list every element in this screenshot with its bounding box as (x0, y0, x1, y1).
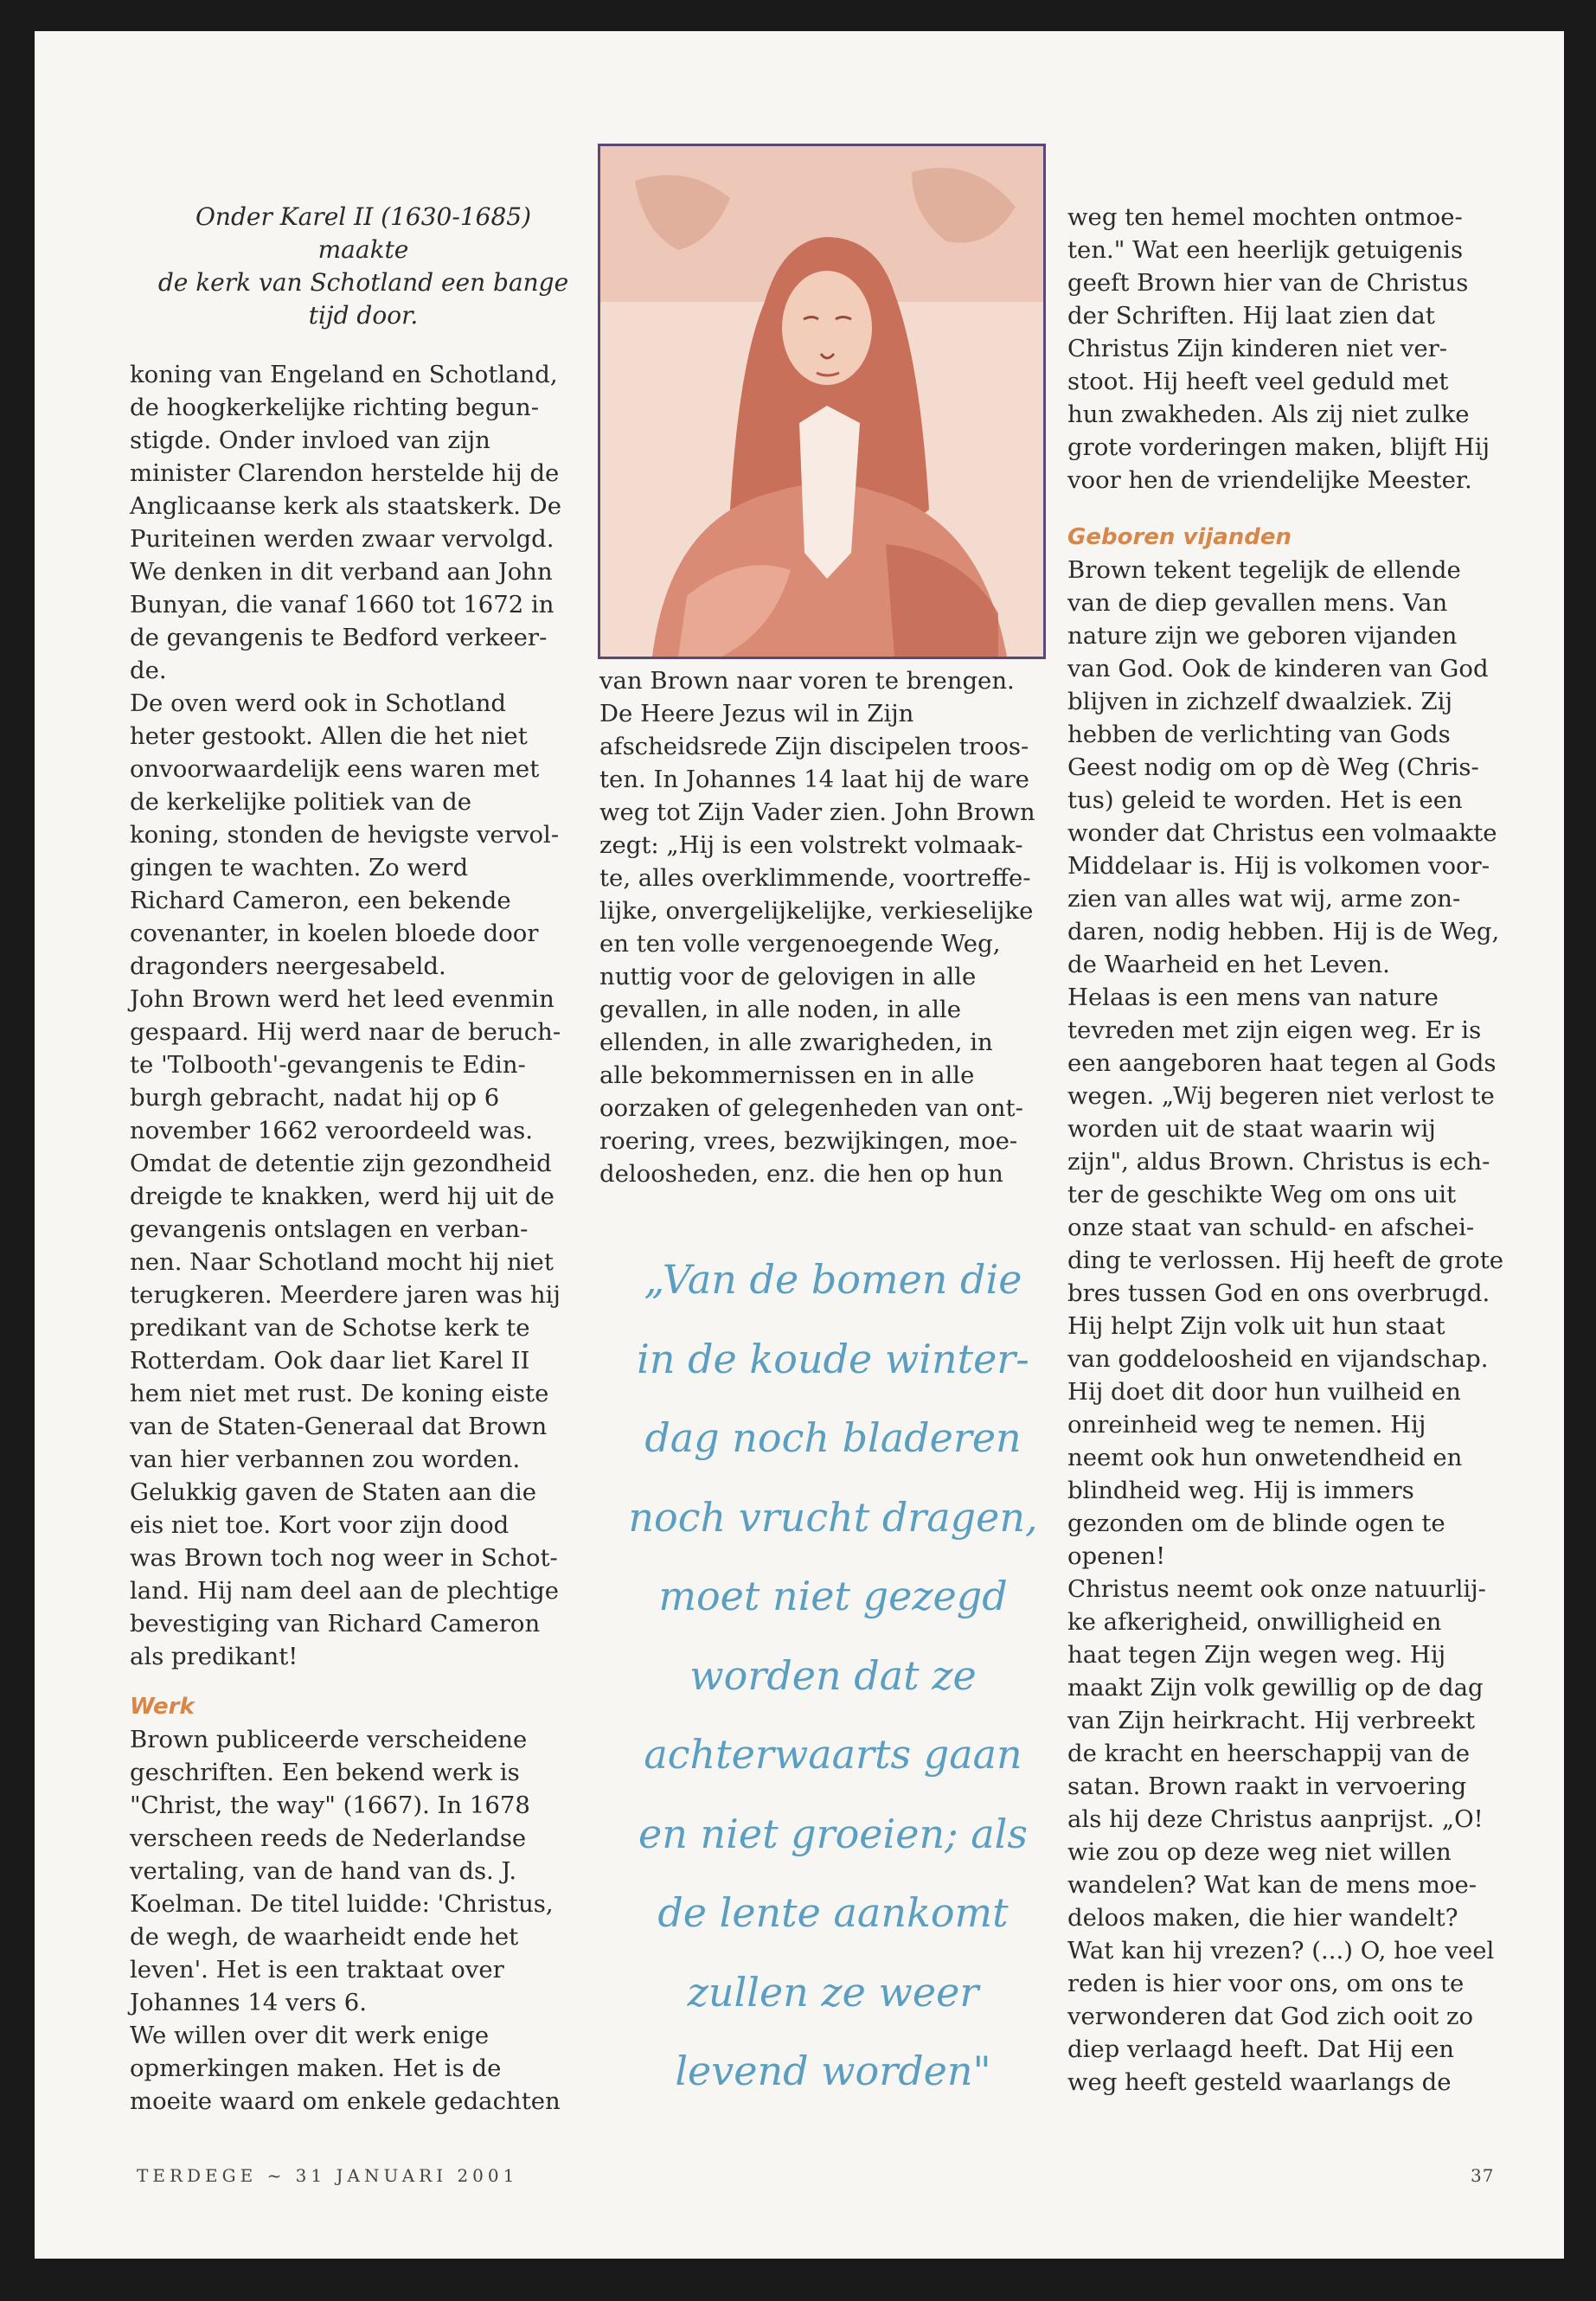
text-line: Christus neemt ook onze natuurlij- (1067, 1575, 1486, 1603)
text-line: ke afkerigheid, onwilligheid en (1067, 1608, 1442, 1636)
text-line: van goddeloosheid en vijandschap. (1067, 1345, 1489, 1373)
text-line: minister Clarendon herstelde hij de (130, 459, 560, 487)
portrait-image-karel-ii (598, 144, 1046, 659)
text-line: ten." Wat een heerlijk getuigenis (1067, 236, 1464, 264)
text-line: Richard Cameron, een bekende (130, 887, 511, 914)
text-line: de wegh, de waarheidt ende het (130, 1923, 519, 1951)
text-line: blijven in zichzelf dwaalziek. Zij (1067, 688, 1452, 715)
column-3 (1067, 201, 1517, 2099)
text-line: hem niet met rust. De koning eiste (130, 1380, 549, 1407)
text-line: verwonderen dat God zich ooit zo (1067, 2003, 1474, 2030)
body-text-2 (599, 664, 1049, 1190)
text-line: Wat kan hij vrezen? (...) O, hoe veel (1067, 1937, 1495, 1965)
text-line: De Heere Jezus wil in Zijn (599, 700, 914, 727)
text-line: een aangeboren haat tegen al Gods (1067, 1049, 1497, 1077)
text-line: weg ten hemel mochten ontmoe- (1067, 203, 1463, 231)
text-line: opmerkingen maken. Het is de (130, 2054, 502, 2082)
text-line: afscheidsrede Zijn discipelen troos- (599, 733, 1029, 760)
text-line: der Schriften. Hij laat zien dat (1067, 302, 1435, 330)
portrait-caption (151, 201, 576, 332)
text-line: bevestiging van Richard Cameron (130, 1610, 541, 1638)
text-line: dag noch bladeren (644, 1414, 1022, 1461)
text-line: Helaas is een mens van nature (1067, 984, 1439, 1011)
text-line: weg tot Zijn Vader zien. John Brown (599, 798, 1035, 826)
text-line: stoot. Hij heeft veel geduld met (1067, 368, 1449, 395)
text-line: haat tegen Zijn wegen weg. Hij (1067, 1641, 1446, 1669)
text-line: zijn", aldus Brown. Christus is ech- (1067, 1148, 1490, 1176)
column-1 (130, 201, 597, 2118)
text-line: blindheid weg. Hij is immers (1067, 1477, 1414, 1504)
section-heading-werk: Werk (130, 1694, 195, 1720)
text-line: voor hen de vriendelijke Meester. (1067, 466, 1472, 494)
body-text-3b (1067, 554, 1517, 2099)
text-line: openen! (1067, 1542, 1166, 1570)
text-line: "Christ, the way" (1667). In 1678 (130, 1791, 530, 1819)
text-line: Rotterdam. Ook daar liet Karel II (130, 1347, 530, 1375)
text-line: Koelman. De titel luidde: 'Christus, (130, 1890, 554, 1918)
text-line: Bunyan, die vanaf 1660 tot 1672 in (130, 591, 554, 619)
text-line: zegt: „Hij is een volstrekt volmaak- (599, 831, 1023, 859)
text-line: moeite waard om enkele gedachten (130, 2087, 561, 2115)
text-line: weg heeft gesteld waarlangs de (1067, 2068, 1452, 2096)
body-text-3a (1067, 201, 1517, 497)
text-line: gezonden om de blinde ogen te (1067, 1509, 1445, 1537)
text-line: koning, stonden de hevigste vervol- (130, 821, 560, 849)
text-line: gevangenis ontslagen en verban- (130, 1215, 529, 1243)
text-line: wonder dat Christus een volmaakte (1067, 819, 1497, 847)
text-line: Geest nodig om op dè Weg (Chris- (1067, 753, 1479, 781)
text-line: van de Staten-Generaal dat Brown (130, 1413, 548, 1440)
text-line: van Zijn heirkracht. Hij verbreekt (1067, 1707, 1476, 1734)
text-line: lijke, onvergelijkelijke, verkieselijke (599, 897, 1034, 925)
caption-line: de kerk van Schotland een bange (157, 268, 569, 297)
text-line: de kracht en heerschappij van de (1067, 1740, 1471, 1767)
text-line: terugkeren. Meerdere jaren was hij (130, 1281, 561, 1309)
text-line: Christus Zijn kinderen niet ver- (1067, 335, 1448, 362)
column-2 (599, 664, 1049, 1190)
text-line: maakt Zijn volk gewillig op de dag (1067, 1674, 1484, 1702)
text-line: Anglicaanse kerk als staatskerk. De (130, 492, 562, 520)
text-line: van God. Ook de kinderen van God (1067, 655, 1489, 683)
text-line: en niet groeien; als (638, 1810, 1028, 1857)
text-line: roering, vrees, bezwijkingen, moe- (599, 1127, 1018, 1155)
text-line: geschriften. Een bekend werk is (130, 1759, 520, 1786)
text-line: levend worden" (675, 2048, 991, 2094)
text-line: wandelen? Wat kan de mens moe- (1067, 1871, 1477, 1899)
text-line: zullen ze weer (687, 1968, 979, 2016)
section-heading-geboren-vijanden: Geboren vijanden (1067, 524, 1292, 550)
text-line: nuttig voor de gelovigen in alle (599, 963, 977, 990)
text-line: van de diep gevallen mens. Van (1067, 589, 1448, 617)
pull-quote (599, 1240, 1067, 2112)
text-line: hebben de verlichting van Gods (1067, 721, 1451, 748)
text-line: november 1662 veroordeeld was. (130, 1117, 533, 1144)
text-line: moet niet gezegd (658, 1573, 1008, 1619)
text-line: de. (130, 657, 167, 684)
text-line: satan. Brown raakt in vervoering (1067, 1772, 1467, 1800)
text-line: de kerkelijke politiek van de (130, 788, 471, 816)
text-line: ding te verlossen. Hij heeft de grote (1067, 1247, 1504, 1274)
text-line: tevreden met zijn eigen weg. Er is (1067, 1016, 1482, 1044)
caption-line: Onder Karel II (1630-1685) maakte (195, 202, 532, 264)
text-line: Hij helpt Zijn volk uit hun staat (1067, 1312, 1445, 1340)
text-line: achterwaarts gaan (644, 1731, 1022, 1778)
text-line: burgh gebracht, nadat hij op 6 (130, 1084, 500, 1112)
text-line: worden uit de staat waarin wij (1067, 1115, 1436, 1143)
text-line: was Brown toch nog weer in Schot- (130, 1544, 558, 1572)
text-line: land. Hij nam deel aan de plechtige (130, 1577, 560, 1605)
caption-line: tijd door. (308, 301, 419, 330)
text-line: grote vorderingen maken, blijft Hij (1067, 433, 1490, 461)
text-line: stigde. Onder invloed van zijn (130, 426, 490, 454)
text-line: dragonders neergesabeld. (130, 952, 446, 980)
text-line: Brown publiceerde verscheidene (130, 1726, 528, 1753)
text-line: onreinheid weg te nemen. Hij (1067, 1411, 1426, 1439)
text-line: te, alles overklimmende, voortreffe- (599, 864, 1031, 892)
text-line: oorzaken of gelegenheden van ont- (599, 1094, 1023, 1122)
text-line: diep verlaagd heeft. Dat Hij een (1067, 2035, 1455, 2063)
body-text-1b (130, 1723, 597, 2118)
text-line: reden is hier voor ons, om ons te (1067, 1970, 1465, 1997)
text-line: Middelaar is. Hij is volkomen voor- (1067, 852, 1490, 880)
text-line: de hoogkerkelijke richting begun- (130, 394, 540, 421)
text-line: gingen te wachten. Zo werd (130, 854, 469, 881)
text-line: bres tussen God en ons overbrugd. (1067, 1279, 1490, 1307)
text-line: eis niet toe. Kort voor zijn dood (130, 1511, 510, 1539)
text-line: wie zou op deze weg niet willen (1067, 1838, 1452, 1866)
text-line: wegen. „Wij begeren niet verlost te (1067, 1082, 1495, 1110)
text-line: de Waarheid en het Leven. (1067, 951, 1390, 978)
text-line: deloosheden, enz. die hen op hun (599, 1160, 1003, 1188)
text-line: vertaling, van de hand van ds. J. (130, 1857, 517, 1885)
text-line: te 'Tolbooth'-gevangenis te Edin- (130, 1051, 526, 1079)
text-line: koning van Engeland en Schotland, (130, 361, 558, 388)
text-line: covenanter, in koelen bloede door (130, 920, 539, 947)
text-line: en ten volle vergenoegende Weg, (599, 930, 1001, 958)
text-line: John Brown werd het leed evenmin (130, 985, 554, 1013)
text-line: heter gestookt. Allen die het niet (130, 722, 528, 750)
page-number: 37 (1471, 2165, 1495, 2186)
text-line: noch vrucht dragen, (628, 1493, 1038, 1541)
text-line: Gelukkig gaven de Staten aan die (130, 1478, 537, 1506)
text-line: ten. In Johannes 14 laat hij de ware (599, 766, 1029, 793)
text-line: Johannes 14 vers 6. (130, 1989, 368, 2016)
text-line: ter de geschikte Weg om ons uit (1067, 1181, 1457, 1208)
text-line: predikant van de Schotse kerk te (130, 1314, 530, 1342)
text-line: We denken in dit verband aan John (130, 558, 553, 586)
text-line: deloos maken, die hier wandelt? (1067, 1904, 1458, 1932)
text-line: tus) geleid te worden. Het is een (1067, 786, 1463, 814)
text-line: alle bekommernissen en in alle (599, 1061, 975, 1089)
text-line: ellenden, in alle zwarigheden, in (599, 1029, 993, 1056)
text-line: We willen over dit werk enige (130, 2022, 490, 2049)
text-line: Brown tekent tegelijk de ellende (1067, 556, 1461, 584)
text-line: nature zijn we geboren vijanden (1067, 622, 1458, 650)
footer-publication: TERDEGE ~ 31 JANUARI 2001 (137, 2165, 519, 2186)
text-line: verscheen reeds de Nederlandse (130, 1824, 527, 1852)
text-line: de gevangenis te Bedford verkeer- (130, 624, 548, 651)
text-line: Omdat de detentie zijn gezondheid (130, 1150, 552, 1177)
body-text-1a (130, 358, 597, 1673)
text-line: zien van alles wat wij, arme zon- (1067, 885, 1461, 913)
portrait-illustration (600, 146, 1043, 657)
text-line: gevallen, in alle noden, in alle (599, 996, 961, 1023)
text-line: als hij deze Christus aanprijst. „O! (1067, 1805, 1484, 1833)
text-line: hun zwakheden. Als zij niet zulke (1067, 401, 1470, 428)
text-line: de lente aankomt (657, 1889, 1009, 1936)
text-line: De oven werd ook in Schotland (130, 689, 507, 717)
text-line: worden dat ze (689, 1651, 977, 1699)
text-line: geeft Brown hier van de Christus (1067, 269, 1469, 297)
text-line: Hij doet dit door hun vuilheid en (1067, 1378, 1461, 1406)
text-line: van hier verbannen zou worden. (130, 1445, 521, 1473)
text-line: neemt ook hun onwetendheid en (1067, 1444, 1463, 1471)
text-line: gespaard. Hij werd naar de beruch- (130, 1018, 561, 1046)
text-line: onze staat van schuld- en afschei- (1067, 1214, 1475, 1241)
text-line: nen. Naar Schotland mocht hij niet (130, 1248, 554, 1276)
text-line: in de koude winter- (637, 1335, 1029, 1382)
magazine-page (35, 31, 1564, 2259)
text-line: onvoorwaardelijk eens waren met (130, 755, 540, 783)
text-line: van Brown naar voren te brengen. (599, 667, 1015, 695)
text-line: Puriteinen werden zwaar vervolgd. (130, 525, 554, 553)
text-line: dreigde te knakken, werd hij uit de (130, 1183, 554, 1210)
text-line: als predikant! (130, 1643, 298, 1670)
text-line: leven'. Het is een traktaat over (130, 1956, 504, 1984)
text-line: „Van de bomen die (644, 1256, 1022, 1303)
text-line: daren, nodig hebben. Hij is de Weg, (1067, 918, 1500, 945)
